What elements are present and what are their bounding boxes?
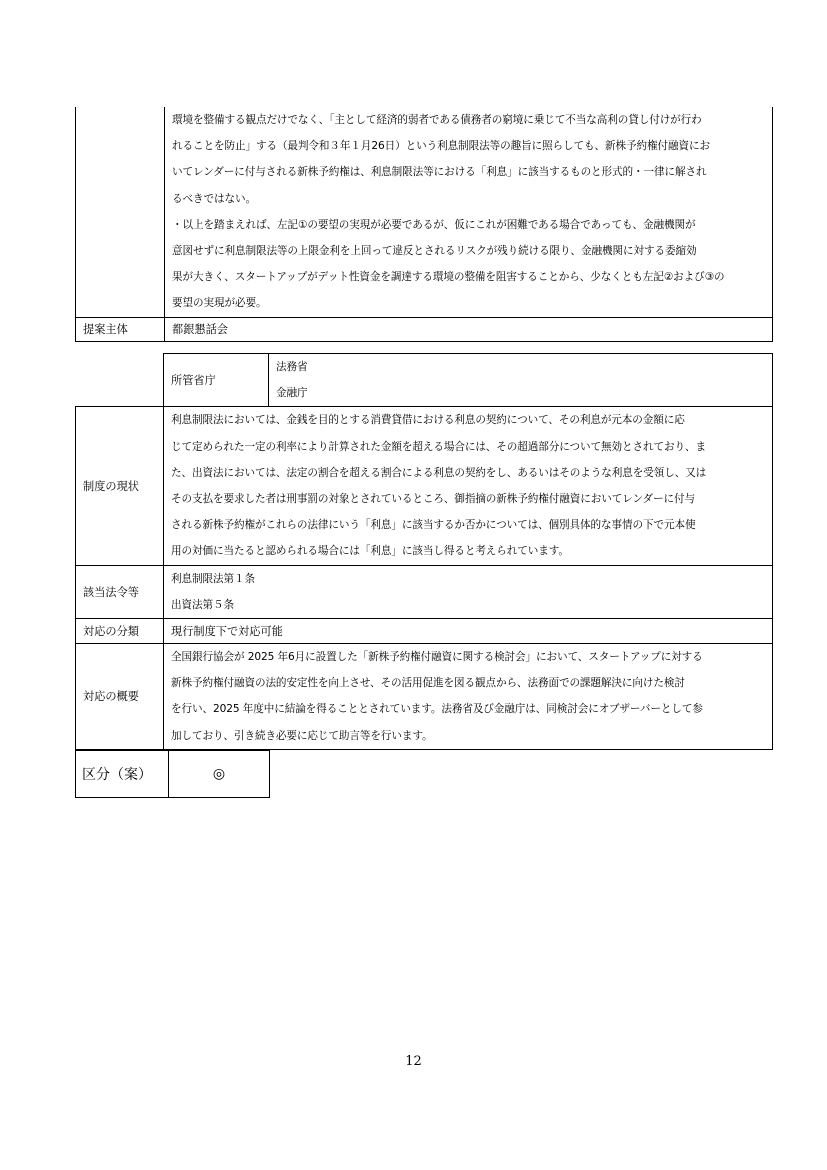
continuation-line: れることを防止」する（最判令和３年１月26日）という利息制限法等の趣旨に照らしても、新株予約権付融資にお xyxy=(172,140,710,153)
summary-line: 新株予約権付融資の法的安定性を向上させ、その活用促進を図る観点から、法務面での課題解決に向けた検討 xyxy=(171,677,685,690)
category-label: 対応の分類 xyxy=(76,619,164,644)
summary-line: を行い、2025 年度中に結論を得ることとされています。法務省及び金融庁は、同検討会にオブザーバーとして参 xyxy=(171,703,703,716)
summary-label: 対応の概要 xyxy=(76,644,164,750)
status-line: 用の対価に当たると認められる場合には「利息」に該当し得ると考えられています。 xyxy=(171,545,569,558)
ministry-item: 法務省 xyxy=(276,361,308,373)
summary-line: 加しており、引き続き必要に応じて助言等を行います。 xyxy=(171,729,433,742)
proposer-label: 提案主体 xyxy=(76,317,165,341)
status-text xyxy=(164,407,773,565)
response-table xyxy=(75,353,773,750)
status-line: た、出資法においては、法定の割合を超える割合による利息の契約をし、あるいはそのような利息を受領し、又は xyxy=(171,466,707,479)
continuation-line: ・以上を踏まえれば、左記①の要望の実現が必要であるが、仮にこれが困難である場合であっても、金融機関が xyxy=(172,218,696,231)
page-number: 12 xyxy=(405,1054,422,1069)
law-list xyxy=(164,565,773,618)
status-line: じて定められた一定の利率により計算された金額を超える場合には、その超過部分について無効とされており、ま xyxy=(171,440,706,453)
law-item: 利息制限法第１条 xyxy=(171,572,255,585)
status-line: 利息制限法においては、金銭を目的とする消費貸借における利息の契約について、その利息が元本の金額に応 xyxy=(171,414,685,427)
classification-box xyxy=(75,750,270,798)
ministry-label: 所管省庁 xyxy=(164,354,269,407)
continuation-empty-cell xyxy=(76,107,165,317)
continuation-line: 要望の実現が必要。 xyxy=(172,297,267,310)
continuation-line: 意図せずに利息制限法等の上限金利を上回って違反とされるリスクが残り続ける限り、金融機関に対する委縮効 xyxy=(172,245,697,258)
proposer-value: 都銀懇話会 xyxy=(165,317,773,341)
law-item: 出資法第５条 xyxy=(171,598,234,611)
continuation-line: るべきではない。 xyxy=(172,192,256,205)
classification-label: 区分（案） xyxy=(76,751,169,798)
continuation-line: 果が大きく、スタートアップがデット性資金を調達する環境の整備を阻害することから、少なくとも左記②および③の xyxy=(172,271,725,284)
ministry-item: 金融庁 xyxy=(276,387,308,400)
status-label: 制度の現状 xyxy=(76,407,164,565)
summary-line: 全国銀行協会が 2025 年6月に設置した「新株予約権付融資に関する検討会」において、スタートアップに対する xyxy=(171,651,703,664)
status-line: される新株予約権がこれらの法律にいう「利息」に該当するか否かについては、個別具体的な事情の下で元本使 xyxy=(171,519,696,532)
continuation-text-cell xyxy=(165,107,773,317)
law-label: 該当法令等 xyxy=(76,565,164,618)
continuation-table xyxy=(75,107,773,342)
classification-value: ◎ xyxy=(169,751,270,798)
continuation-line: 環境を整備する観点だけでなく、「主として経済的弱者である債務者の窮境に乗じて不当な高利の貸し付けが行わ xyxy=(172,114,702,126)
ministry-list xyxy=(269,354,773,407)
summary-text xyxy=(164,644,773,750)
continuation-line: いてレンダーに付与される新株予約権は、利息制限法等における「利息」に該当するものと形式的・一律に解され xyxy=(172,166,707,179)
status-line: その支払を要求した者は刑事罰の対象とされているところ、御指摘の新株予約権付融資においてレンダーに付与 xyxy=(171,493,695,506)
category-value: 現行制度下で対応可能 xyxy=(164,619,773,644)
blank-corner-cell xyxy=(76,354,164,407)
